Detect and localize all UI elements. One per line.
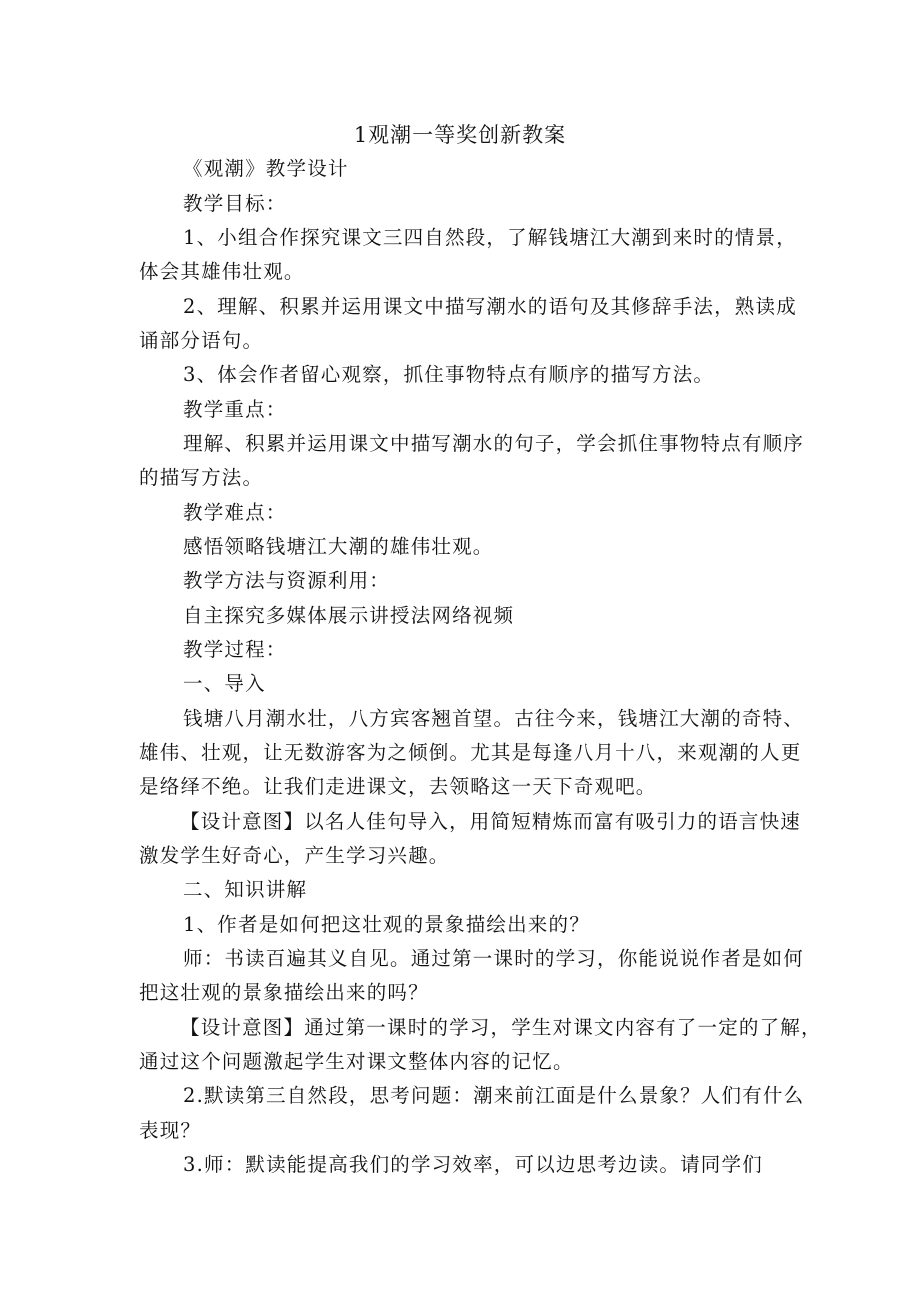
paragraph-line: 《观潮》教学设计 [183, 157, 349, 180]
paragraph-line: 1、作者是如何把这壮观的景象描绘出来的？ [183, 913, 590, 936]
paragraph-line: 二、知识讲解 [183, 878, 308, 901]
paragraph-line: 的描写方法。 [139, 466, 264, 489]
paragraph-line: 【设计意图】以名人佳句导入，用简短精炼而富有吸引力的语言快速 [180, 810, 802, 833]
paragraph-line: 教学目标： [183, 192, 287, 215]
paragraph-line: 1、小组合作探究课文三四自然段，了解钱塘江大潮到来时的情景， [183, 226, 797, 249]
paragraph-line: 体会其雄伟壮观。 [139, 260, 305, 283]
paragraph-line: 表现？ [139, 1119, 202, 1142]
paragraph-line: 激发学生好奇心，产生学习兴趣。 [139, 844, 450, 867]
paragraph-line: 教学重点： [183, 398, 287, 421]
paragraph-line: 把这壮观的景象描绘出来的吗？ [139, 981, 429, 1004]
paragraph-line: 【设计意图】通过第一课时的学习，学生对课文内容有了一定的了解， [180, 1016, 822, 1039]
paragraph-line: 教学方法与资源利用： [183, 569, 391, 592]
paragraph-line: 2、理解、积累并运用课文中描写潮水的语句及其修辞手法，熟读成 [183, 295, 797, 318]
paragraph-line: 3、体会作者留心观察，抓住事物特点有顺序的描写方法。 [183, 363, 715, 386]
paragraph-line: 一、导入 [183, 672, 266, 695]
paragraph-line: 雄伟、壮观，让无数游客为之倾倒。尤其是每逢八月十八，来观潮的人更 [139, 741, 802, 764]
paragraph-line: 是络绎不绝。让我们走进课文，去领略这一天下奇观吧。 [139, 775, 657, 798]
paragraph-line: 教学难点： [183, 501, 287, 524]
paragraph-line: 感悟领略钱塘江大潮的雄伟壮观。 [183, 535, 494, 558]
paragraph-line: 2.默读第三自然段，思考问题：潮来前江面是什么景象？人们有什么 [183, 1084, 805, 1107]
paragraph-line: 3.师：默读能提高我们的学习效率，可以边思考边读。请同学们 [183, 1153, 763, 1176]
paragraph-line: 自主探究多媒体展示讲授法网络视频 [183, 604, 515, 627]
paragraph-line: 通过这个问题激起学生对课文整体内容的记忆。 [139, 1050, 574, 1073]
paragraph-line: 理解、积累并运用课文中描写潮水的句子，学会抓住事物特点有顺序 [183, 432, 805, 455]
paragraph-line: 诵部分语句。 [139, 329, 264, 352]
document-title: 1观潮一等奖创新教案 [353, 123, 567, 147]
paragraph-line: 钱塘八月潮水壮，八方宾客翘首望。古往今来，钱塘江大潮的奇特、 [183, 707, 805, 730]
paragraph-line: 教学过程： [183, 638, 287, 661]
paragraph-line: 师：书读百遍其义自见。通过第一课时的学习，你能说说作者是如何 [183, 947, 805, 970]
